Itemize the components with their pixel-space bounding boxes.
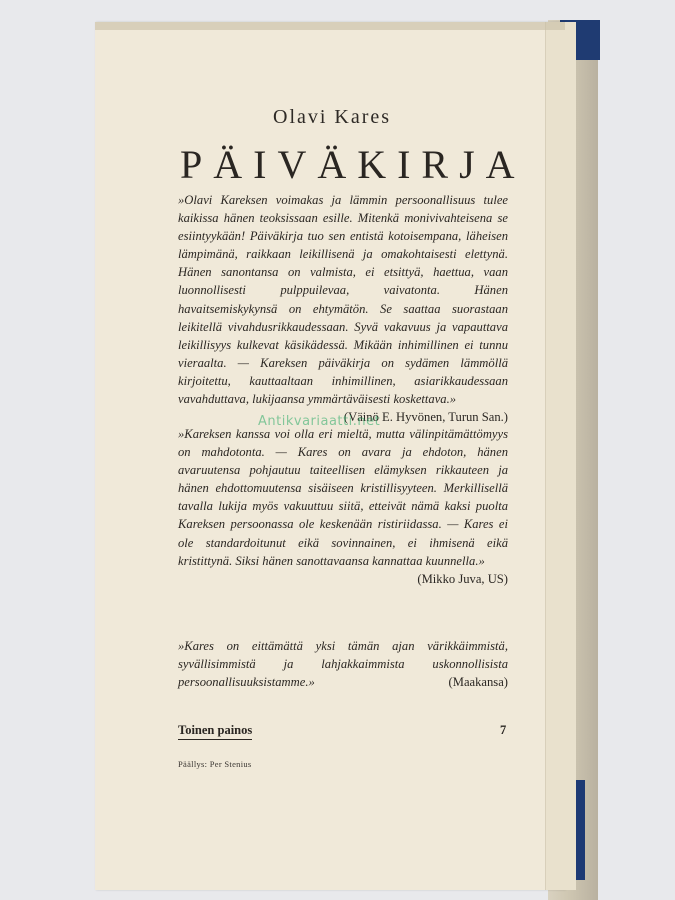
quote-text: »Olavi Kareksen voimakas ja lämmin persoonallisuus tulee kaikissa hänen teoksissaan esille. Mitenkä monivivahteisena se esiintyykään! Päiväkirja tuo sen entistä kotoisempana, läheisen lämpimänä, raikkaan leikillisenä ja omakohtaisesti elettynä. Hänen sanontansa on valmista, ei etsittyä, haettua, vaan luonnollisesti pulppuilevaa, vaivatonta. Hänen havaitsemiskykynsä on ehtymätön. Se saattaa suorastaan leikitellä vivahdusrikkaudessaan. Syvä vakavuus ja vapauttava leikillisyys kulkevat käsikädessä. Mikään inhimillinen ei tunnu vieraalta. — Kareksen päiväkirja on sydämen lämmöllä kirjoitettu, kauttaaltaan inhimillinen, asiarikkaudessaan vavahduttava, lukijaansa ymmärtäväisesti koskettava.» — [178, 193, 508, 407]
review-quote-1 — [178, 191, 508, 426]
watermark: Antikvariaatti.net — [258, 414, 381, 429]
author-name: Olavi Kares — [273, 106, 392, 128]
page-number: 7 — [500, 723, 507, 737]
quote-source: (Maakansa) — [448, 675, 508, 690]
quote-text: »Kares on eittämättä yksi tämän ajan värikkäimmistä, syvällisimmistä ja lahjakkaimmista uskonnollisista persoonallisuuksistamme.» — [178, 639, 508, 690]
quote-source: (Väinö E. Hyvönen, Turun San.) — [343, 410, 508, 425]
book-title: PÄIVÄKIRJA — [180, 142, 526, 187]
edition-label: Toinen painos — [178, 723, 252, 740]
review-quote-2 — [178, 425, 508, 588]
review-quote-3 — [178, 637, 508, 691]
quote-text: »Kareksen kanssa voi olla eri mieltä, mutta välinpitämättömyys on mahdotonta. — Kares on avara ja ehdoton, hänen avaruutensa pohjautuu taiteellisen elämyksen rikkauteen ja hänen ehdottomuutensa sisäiseen kristillisyyteen. Merkillisellä tavalla lukija myös vakuuttuu siitä, etteivät nämä kaksi puolta Kareksen persoonassa ole keskenään ristiriidassa. — Kares ei ole standardoitunut eikä sovinnainen, ei ihmisenä eikä kristittynä. Siksi hänen sanottavaansa kannattaa kuunnella.» — [178, 427, 508, 568]
cover-design-credit: Päällys: Per Stenius — [178, 759, 252, 769]
quote-source: (Mikko Juva, US) — [417, 571, 508, 586]
